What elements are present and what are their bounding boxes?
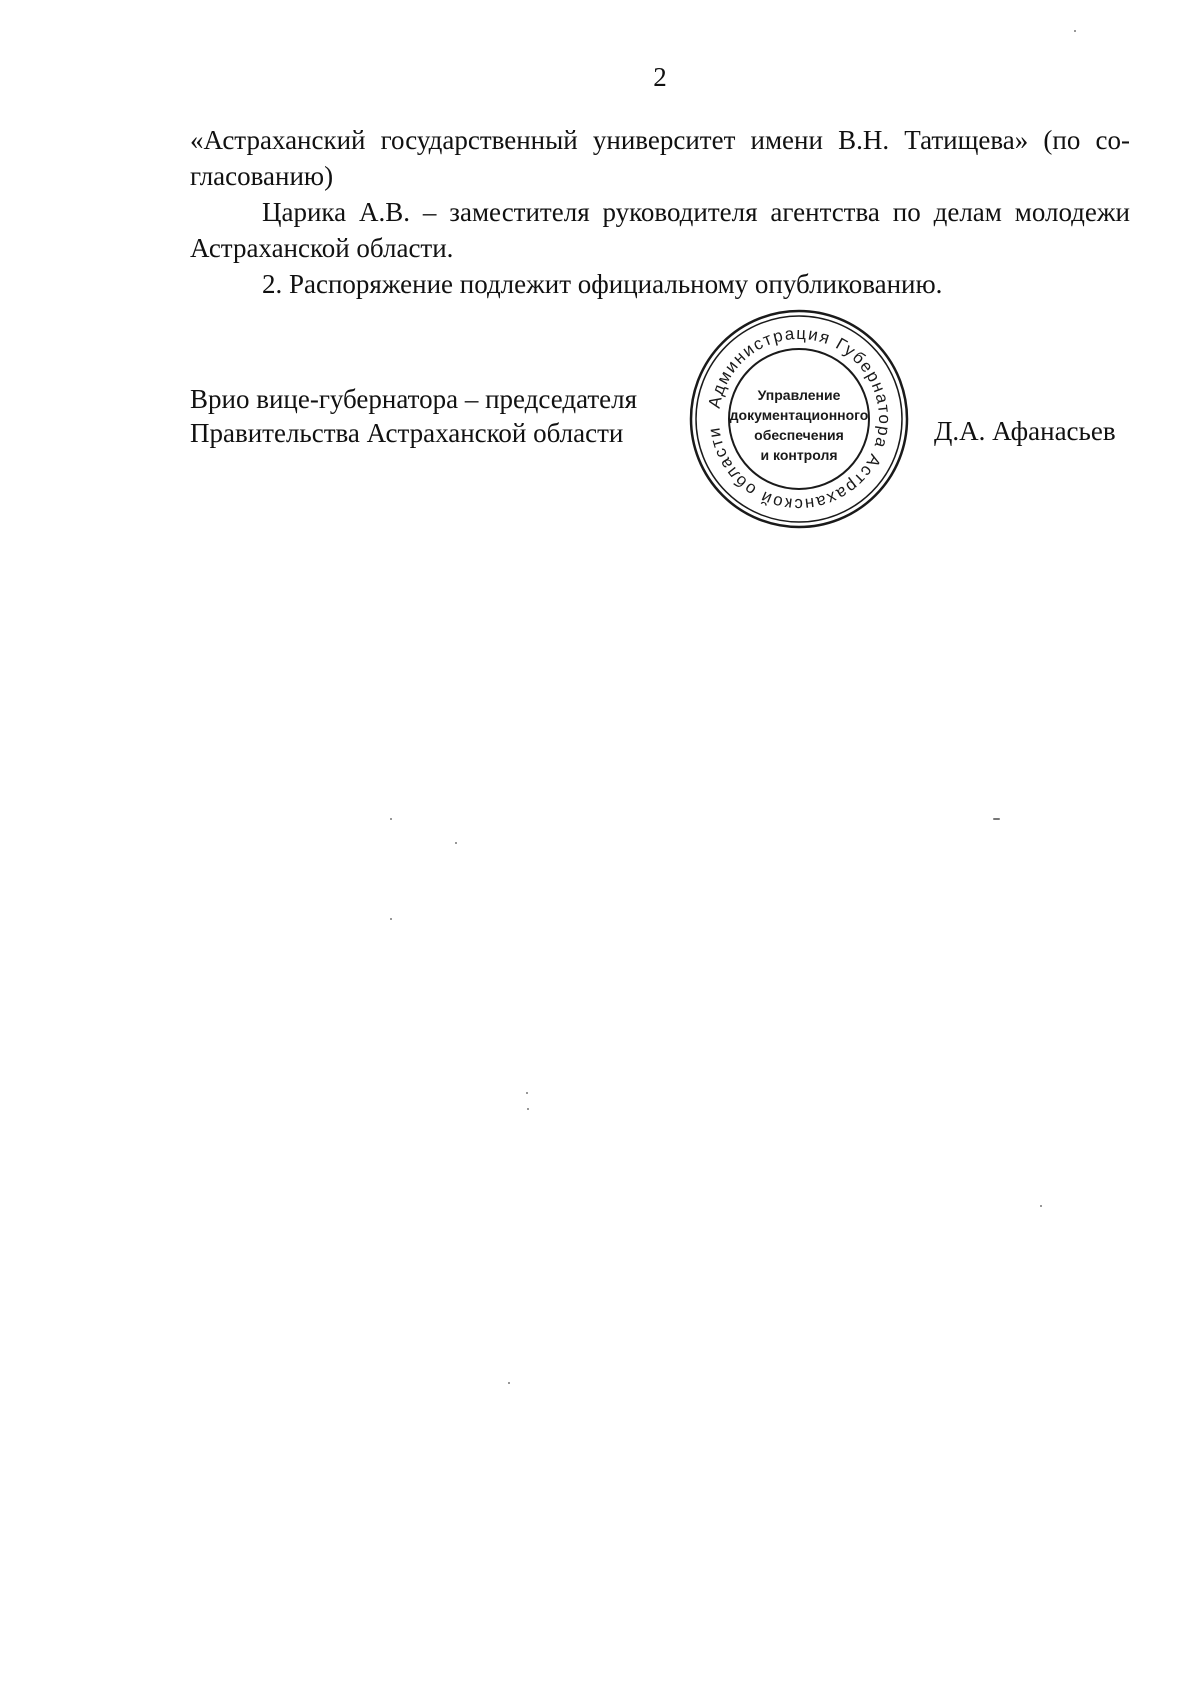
seal-center-line-3: обеспечения xyxy=(754,427,844,443)
seal-graphic xyxy=(688,308,910,530)
scan-speck xyxy=(1040,1205,1042,1207)
page-number: 2 xyxy=(653,62,667,92)
paragraph-university: «Астраханский государственный университет имени В.Н. Татищева» (по со-гласованию) xyxy=(190,125,1130,191)
paragraph-publication: 2. Распоряжение подлежит официальному опубликованию. xyxy=(262,269,943,299)
scan-speck xyxy=(508,1382,510,1384)
official-seal-stamp xyxy=(688,308,910,530)
signer-name: Д.А. Афанасьев xyxy=(934,416,1116,446)
scan-speck xyxy=(390,818,392,820)
seal-center-line-1: Управление xyxy=(757,387,841,403)
seal-center-line-4: и контроля xyxy=(760,447,838,463)
scan-speck xyxy=(1074,30,1076,32)
signature-position xyxy=(190,382,637,450)
scan-speck xyxy=(527,1108,529,1110)
document-body xyxy=(190,122,1130,302)
seal-ring-text: Администрация Губернатора Астраханской области xyxy=(704,323,895,515)
paragraph-tsarik: Царика А.В. – заместителя руководителя агентства по делам молодежи Астраханской области. xyxy=(190,197,1130,263)
scan-speck xyxy=(455,842,457,844)
signature-position-line-2: Правительства Астраханской области xyxy=(190,418,624,448)
scan-speck xyxy=(526,1092,528,1094)
seal-center-line-2: документационного xyxy=(729,407,869,423)
scan-speck xyxy=(993,818,1000,820)
signature-position-line-1: Врио вице-губернатора – председателя xyxy=(190,384,638,414)
scan-speck xyxy=(390,918,392,920)
